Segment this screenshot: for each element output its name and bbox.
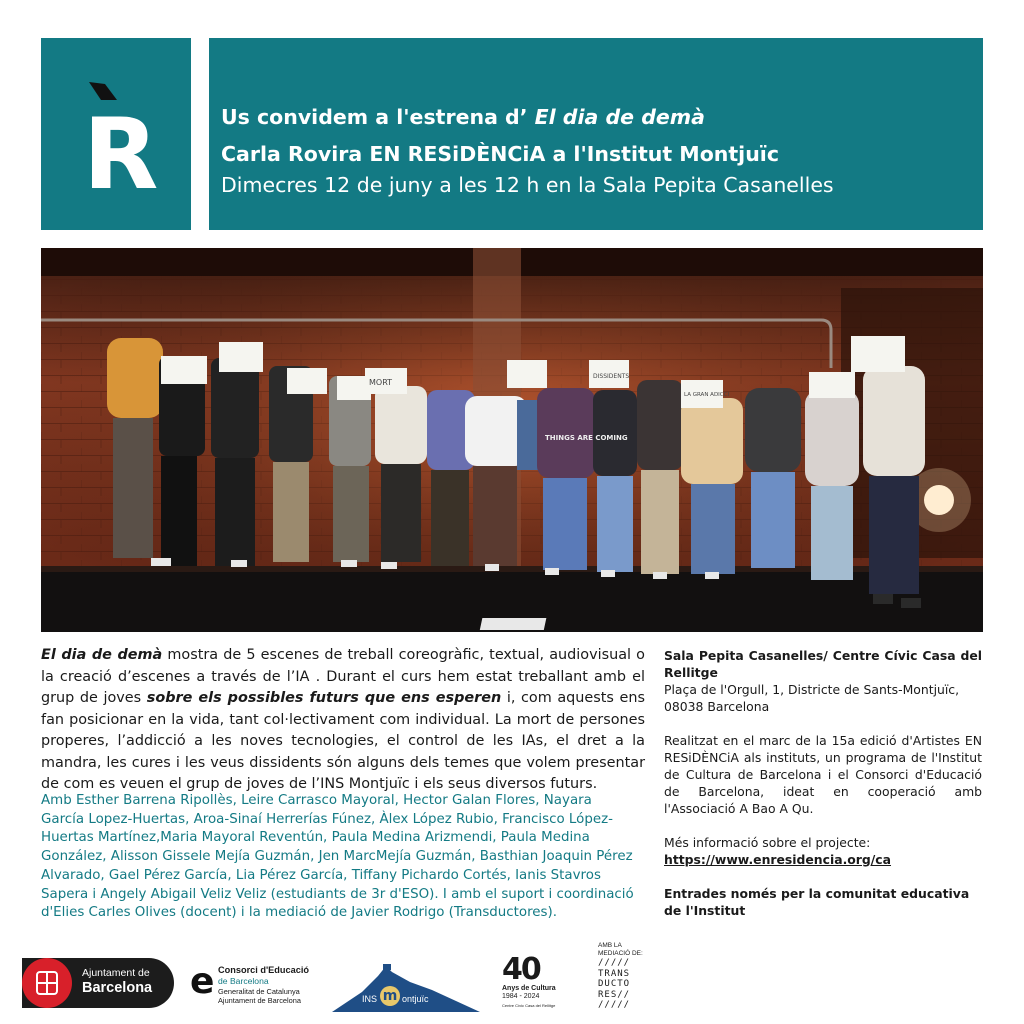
- trans-line-4: RES//: [598, 989, 631, 1000]
- ins-name: ontjuïc: [402, 994, 429, 1004]
- description-text-2: i, com aquests ens fan posicionar en la vida, tant col·lectivament com individual. La mort de persones properes, l’addicció a les noves tecnologies, el control de les IAs, el dret a la mandra, les cures i les veus dissidents són alguns dels temes que volem presentar de com es veuen el grup de joves de l’INS Montjuïc i els seus diversos futurs.: [41, 690, 645, 792]
- brand-logo-box: [41, 38, 191, 230]
- tickets-notice: Entrades només per la comunitat educativa de l'Institut: [664, 886, 970, 918]
- logo-letter: R: [83, 98, 159, 212]
- participants-credits: Amb Esther Barrena Ripollès, Leire Carrasco Mayoral, Hector Galan Flores, Nayara García Lopez-Huertas, Aroa-Sinaí Herrerías Fúnez, Àlex López Rubio, Francisco López-Huertas Martínez,Maria Mayoral Reventún, Paula Medina Arizmendi, Paula Medina González, Alisson Gissele Mejía Guzmán, Jen MarcMejía Guzmán, Basthian Joaquin Pérez Alvarado, Gael Pérez García, Lia Pérez García, Tiffany Pichardo Cortés, Ianis Stavros Sapera i Angely Abigail Veliz Veliz (estudiants de 3r d'ESO). I amb el suport i coordinació d'Elies Carles Olives (docent) i la mediació de Javier Rodrigo (Transductores).: [41, 793, 634, 921]
- trans-line-3: DUCTO: [598, 979, 631, 989]
- mediacio-line-1: AMB LA: [598, 942, 622, 949]
- project-description: [41, 645, 645, 796]
- venue-address: Plaça de l'Orgull, 1, Districte de Sants-Montjuïc, 08038 Barcelona: [664, 682, 960, 714]
- consorci-line-2: de Barcelona: [218, 976, 269, 986]
- sign-la-gran-addiccio: LA GRAN ADICCI: [684, 392, 730, 398]
- header-banner: [209, 38, 983, 230]
- date-line: Dimecres 12 de juny a les 12 h en la Sala Pepita Casanelles: [221, 173, 834, 197]
- venue-name: Sala Pepita Casanelles/ Centre Cívic Casa del Rellitge: [664, 648, 982, 680]
- program-info: Realitzat en el marc de la 15a edició d'Artistes EN RESiDÈNCiA als instituts, un programa de l'Institut de Cultura de Barcelona i el Consorci d'Educació de Barcelona, ideat en cooperació amb l'Associació A Bao A Qu.: [664, 733, 982, 816]
- project-link[interactable]: https://www.enresidencia.org/ca: [664, 852, 892, 867]
- stage-photo: [41, 248, 983, 632]
- ajuntament-line-2: Barcelona: [82, 980, 153, 996]
- description-title: El dia de demà: [41, 647, 163, 663]
- anys-line-3: Centre Cívic Casa del Rellitge: [502, 1003, 556, 1008]
- description-emphasis: sobre els possibles futurs que ens esperen: [146, 690, 502, 706]
- consorci-e-icon: e: [190, 961, 215, 1002]
- trans-line-5: /////: [598, 1000, 631, 1010]
- sign-mort: MORT: [369, 378, 393, 387]
- consorci-line-4: Ajuntament de Barcelona: [218, 996, 301, 1005]
- consorci-educacio-logo: [190, 961, 310, 1008]
- montjuic-m-icon: m: [380, 986, 400, 1006]
- invitation-prefix: Us convidem a l'estrena d’: [221, 105, 535, 129]
- invitation-line: [221, 105, 705, 129]
- shirt-text: THINGS ARE COMING: [545, 434, 628, 442]
- mediacio-line-2: MEDIACIÓ DE:: [598, 950, 643, 957]
- trans-line-2: TRANS: [598, 968, 631, 979]
- more-info-label: Més informació sobre el projecte:: [664, 835, 871, 850]
- description-text-1: mostra de 5 escenes de treball coreogràfic, textual, audiovisual o la creació d’escenes a través de l’IA . Durant el curs hem estat treballant amb el grup de joves: [41, 647, 645, 706]
- sign-dissidents: DISSIDENTS: [593, 373, 630, 380]
- ins-label: INS: [362, 994, 378, 1004]
- ajuntament-line-1: Ajuntament de: [82, 967, 150, 979]
- show-title: El dia de demà: [534, 105, 705, 129]
- ajuntament-barcelona-logo: [22, 958, 174, 1008]
- trans-line-1: /////: [598, 958, 631, 968]
- anys-cultura-logo: [502, 954, 562, 1012]
- consorci-line-3: Generalitat de Catalunya: [218, 987, 300, 996]
- anys-number: 40: [502, 952, 540, 987]
- transductores-logo: [598, 942, 658, 1022]
- barcelona-shield-icon: [22, 958, 72, 1008]
- anys-line-1: Anys de Cultura: [502, 985, 556, 992]
- residencia-logo-icon: [41, 38, 191, 230]
- ins-montjuic-logo: [332, 962, 480, 1012]
- artist-line: Carla Rovira EN RESiDÈNCiA a l'Institut Montjuïc: [221, 142, 779, 166]
- anys-line-2: 1984 - 2024: [502, 993, 540, 1000]
- event-info-sidebar: [664, 647, 982, 919]
- consorci-line-1: Consorci d'Educació: [218, 965, 310, 975]
- mountain-icon: [332, 962, 480, 1012]
